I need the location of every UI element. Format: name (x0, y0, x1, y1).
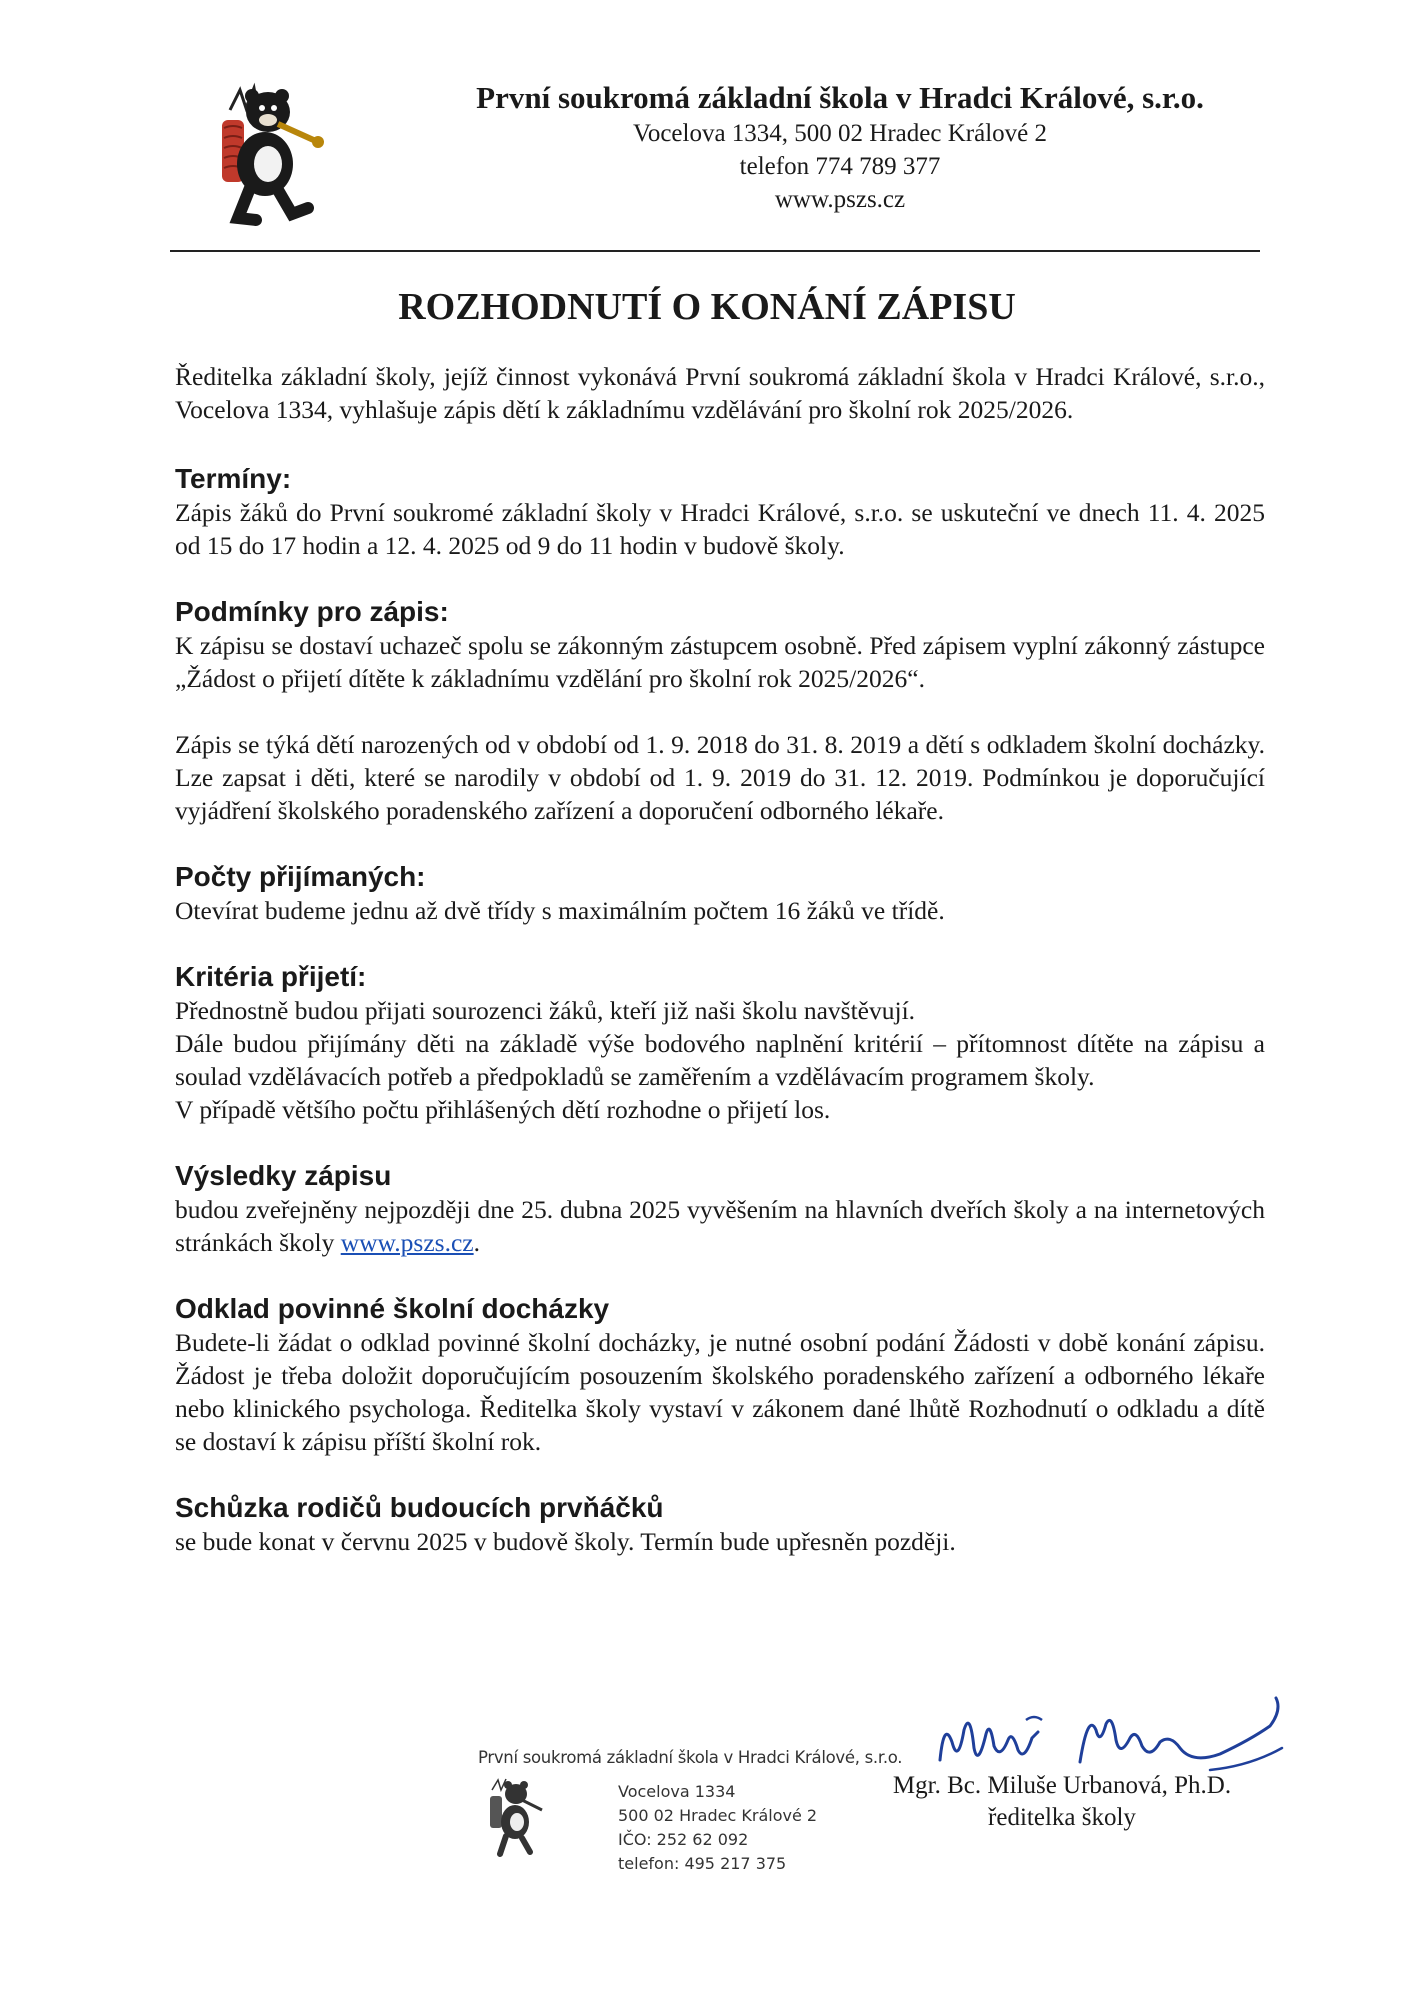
kriteria-paragraph-1: Přednostně budou přijati sourozenci žáků, kteří již naši školu navštěvují. (175, 996, 916, 1025)
stamp-street: Vocelova 1334 (618, 1782, 736, 1801)
schuzka-paragraph: se bude konat v červnu 2025 v budově školy. Termín bude upřesněn později. (175, 1527, 956, 1556)
stamp-phone: telefon: 495 217 375 (618, 1854, 787, 1873)
section-heading-odklad: Odklad povinné školní docházky (175, 1293, 610, 1324)
document-body (175, 360, 1265, 1558)
section-heading-kriteria: Kritéria přijetí: (175, 961, 367, 992)
letterhead (210, 80, 1310, 260)
stamp-ico: IČO: 252 62 092 (618, 1830, 749, 1849)
intro-paragraph: Ředitelka základní školy, jejíž činnost vykonává První soukromá základní škola v Hradci Králové, s.r.o., Vocelova 1334, vyhlašuje zápis dětí k základnímu vzdělávání pro školní rok 2025/2026. (175, 362, 1265, 424)
kriteria-paragraph-2: Dále budou přijímány děti na základě výše bodového naplnění kritérií – přítomnost dítěte na zápisu a soulad vzdělávacích potřeb a předpokladů se zaměřením a vzdělávacím programem školy. (175, 1029, 1265, 1091)
school-name: První soukromá základní škola v Hradci Králové, s.r.o. (476, 80, 1204, 115)
bear-mascot-stamp-icon (486, 1776, 546, 1858)
podminky-paragraph-2: Zápis se týká dětí narozených od v období od 1. 9. 2018 do 31. 8. 2019 a dětí s odkladem školní docházky. Lze zapsat i děti, které se narodily v období od 1. 9. 2019 do 31. 12. 2019. Podmínkou je doporučující vyjádření školského poradenského zařízení a doporučení odborného lékaře. (175, 730, 1265, 825)
signer-name: Mgr. Bc. Miluše Urbanová, Ph.D. (892, 1772, 1232, 1799)
header-divider (170, 250, 1260, 252)
odklad-paragraph: Budete-li žádat o odklad povinné školní docházky, je nutné osobní podání Žádosti v době konání zápisu. Žádost je třeba doložit doporučujícím posouzením školského poradenského zařízení a odborného lékaře nebo klinického psychologa. Ředitelka školy vystaví v zákonem dané lhůtě Rozhodnutí o odkladu a dítě se dostaví k zápisu příští školní rok. (175, 1328, 1265, 1456)
school-address: Vocelova 1334, 500 02 Hradec Králové 2 (632, 120, 1047, 147)
vysledky-text-end: . (473, 1228, 480, 1257)
vysledky-text: budou zveřejněny nejpozději dne 25. dubna 2025 vyvěšením na hlavních dveřích školy a na internetových stránkách školy (175, 1195, 1265, 1257)
section-heading-pocty: Počty přijímaných: (175, 861, 426, 892)
kriteria-paragraph-3: V případě většího počtu přihlášených dětí rozhodne o přijetí los. (175, 1095, 831, 1124)
section-heading-podminky: Podmínky pro zápis: (175, 596, 449, 627)
school-website-link[interactable]: www.pszs.cz (340, 1228, 474, 1257)
signature-block (862, 1770, 1262, 1834)
section-heading-schuzka: Schůzka rodičů budoucích prvňáčků (175, 1492, 664, 1523)
pocty-paragraph: Otevírat budeme jednu až dvě třídy s maximálním počtem 16 žáků ve třídě. (175, 896, 945, 925)
stamp-title: První soukromá základní škola v Hradci Králové, s.r.o. (478, 1748, 903, 1767)
podminky-paragraph-1: K zápisu se dostaví uchazeč spolu se zákonným zástupcem osobně. Před zápisem vyplní zákonný zástupce „Žádost o přijetí dítěte k základnímu vzdělání pro školní rok 2025/2026“. (175, 631, 1265, 693)
page-title: ROZHODNUTÍ O KONÁNÍ ZÁPISU (398, 286, 1016, 328)
section-heading-terminy: Termíny: (175, 463, 292, 494)
section-heading-vysledky: Výsledky zápisu (175, 1160, 392, 1191)
school-phone: telefon 774 789 377 (739, 153, 941, 180)
vysledky-paragraph (175, 1193, 1265, 1259)
stamp-city: 500 02 Hradec Králové 2 (618, 1806, 818, 1825)
bear-mascot-icon (210, 80, 330, 230)
school-stamp (478, 1748, 903, 1908)
school-web: www.pszs.cz (774, 186, 906, 213)
signer-role: ředitelka školy (988, 1804, 1136, 1831)
terminy-paragraph: Zápis žáků do První soukromé základní školy v Hradci Králové, s.r.o. se uskuteční ve dnech 11. 4. 2025 od 15 do 17 hodin a 12. 4. 2025 od 9 do 11 hodin v budově školy. (175, 498, 1265, 560)
